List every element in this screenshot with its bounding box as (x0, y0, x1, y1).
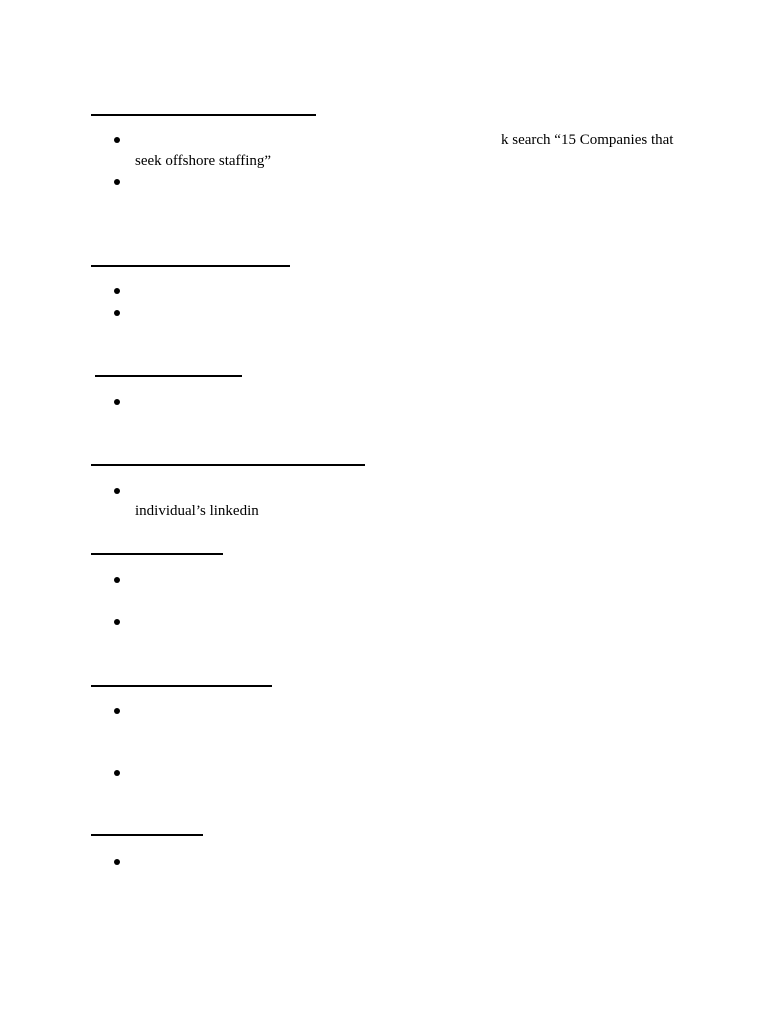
section-heading-underline (91, 553, 223, 555)
bullet-point (114, 577, 120, 583)
bullet-text-continuation: individual’s linkedin (135, 503, 259, 519)
bullet-point (114, 619, 120, 625)
bullet-point (114, 288, 120, 294)
section-heading-underline (91, 834, 203, 836)
bullet-text-continuation: seek offshore staffing” (135, 153, 272, 169)
section-heading-underline (95, 375, 242, 377)
section-heading-underline (91, 114, 316, 116)
bullet-text: k search “15 Companies that (501, 132, 674, 148)
bullet-point (114, 137, 120, 143)
bullet-point (114, 708, 120, 714)
section-heading-underline (91, 464, 365, 466)
section-heading-underline (91, 685, 272, 687)
bullet-point (114, 859, 120, 865)
bullet-point (114, 488, 120, 494)
bullet-point (114, 399, 120, 405)
bullet-point (114, 770, 120, 776)
section-heading-underline (91, 265, 290, 267)
bullet-point (114, 310, 120, 316)
bullet-point (114, 179, 120, 185)
